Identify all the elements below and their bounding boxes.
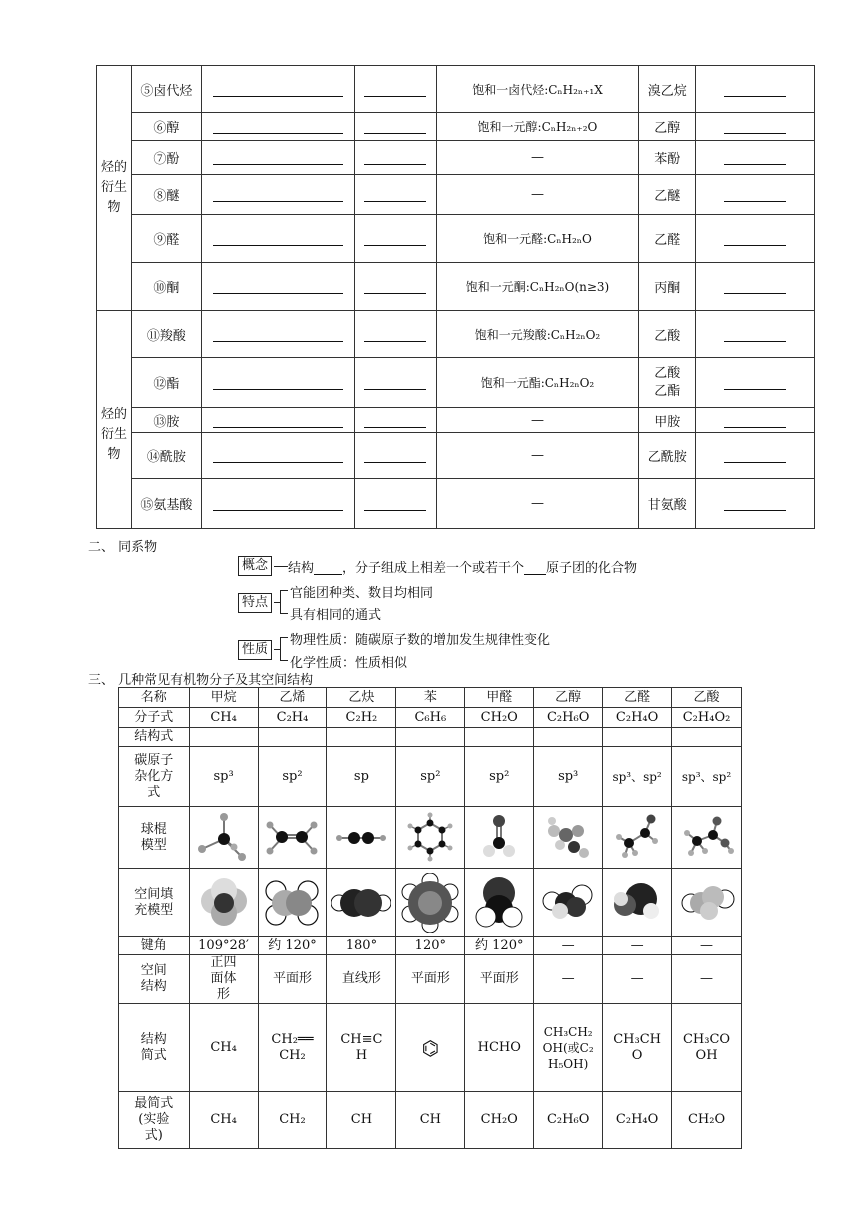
table-row [119, 688, 742, 708]
cell: CH [327, 1092, 396, 1149]
cell: sp³、sp² [672, 747, 742, 807]
cell: CH₂O [465, 708, 534, 728]
class-name: ⑬胺 [132, 408, 202, 433]
formaldehyde-ballstick-icon [465, 807, 534, 869]
cell: 平面形 [465, 955, 534, 1004]
group-label: 烃的衍生物 [97, 66, 132, 311]
ethanol-spacefill-icon [534, 869, 603, 937]
row-header: 结构简式 [119, 1004, 190, 1092]
table-row [119, 869, 742, 937]
table-row [119, 1004, 742, 1092]
cell: C₂H₄ [258, 708, 327, 728]
class-name: ⑪羧酸 [132, 311, 202, 358]
cell: 109°28′ [189, 937, 258, 955]
cell: CH₄ [189, 708, 258, 728]
cell: 120° [396, 937, 465, 955]
molecules-table [118, 687, 742, 1149]
cell: CH₂O [465, 1092, 534, 1149]
class-name: ⑤卤代烃 [132, 66, 202, 113]
cell: CH [396, 1092, 465, 1149]
cell: 甲醛 [465, 688, 534, 708]
cell: 乙醛 [603, 688, 672, 708]
answer-blank[interactable] [696, 358, 815, 408]
answer-blank[interactable] [201, 358, 354, 408]
table-row [119, 807, 742, 869]
cell: C₆H₆ [396, 708, 465, 728]
concept-label: 概念 [238, 556, 272, 576]
cell: 180° [327, 937, 396, 955]
table-row [119, 937, 742, 955]
cell: C₂H₆O [534, 1092, 603, 1149]
answer-blank[interactable] [354, 358, 436, 408]
example-compound: 溴乙烷 [639, 66, 696, 113]
answer-blank[interactable] [354, 141, 436, 175]
answer-blank[interactable] [201, 479, 354, 529]
answer-blank[interactable] [696, 433, 815, 479]
answer-blank[interactable] [201, 175, 354, 215]
acetylene-ballstick-icon [327, 807, 396, 869]
cell: C₂H₆O [534, 708, 603, 728]
general-formula: 饱和一元醇:CₙH₂ₙ₊₂O [436, 113, 639, 141]
answer-blank[interactable] [201, 215, 354, 263]
answer-blank[interactable] [696, 175, 815, 215]
cell: 乙酸 [672, 688, 742, 708]
example-compound: 甲胺 [639, 408, 696, 433]
answer-blank[interactable] [354, 175, 436, 215]
class-name: ⑭酰胺 [132, 433, 202, 479]
derivatives-table [96, 65, 815, 529]
example-compound: 乙醇 [639, 113, 696, 141]
general-formula: — [436, 175, 639, 215]
cell: C₂H₄O₂ [672, 708, 742, 728]
answer-blank[interactable] [354, 66, 436, 113]
example-compound: 丙酮 [639, 263, 696, 311]
cell: — [603, 937, 672, 955]
concept-text: 结构 ，分子组成上相差一个或若干个 原子团的化合物 [288, 561, 638, 576]
cell: CH₄ [189, 1004, 258, 1092]
cell: CH₂══CH₂ [258, 1004, 327, 1092]
acetic-acid-ballstick-icon [672, 807, 742, 869]
answer-blank[interactable] [696, 141, 815, 175]
general-formula: 饱和一卤代烃:CₙH₂ₙ₊₁X [436, 66, 639, 113]
acetic-acid-spacefill-icon [672, 869, 742, 937]
answer-blank[interactable] [201, 66, 354, 113]
answer-blank[interactable] [354, 215, 436, 263]
acetaldehyde-spacefill-icon [603, 869, 672, 937]
answer-blank[interactable] [201, 433, 354, 479]
table-row [119, 1092, 742, 1149]
example-compound: 乙酸 [639, 311, 696, 358]
cell: — [534, 955, 603, 1004]
ethylene-ballstick-icon [258, 807, 327, 869]
cell: 乙烯 [258, 688, 327, 708]
cell: 平面形 [258, 955, 327, 1004]
answer-blank[interactable] [354, 311, 436, 358]
class-name: ⑮氨基酸 [132, 479, 202, 529]
cell: — [603, 955, 672, 1004]
answer-blank[interactable] [354, 479, 436, 529]
answer-cell[interactable] [189, 728, 258, 747]
example-compound: 苯酚 [639, 141, 696, 175]
answer-blank[interactable] [201, 113, 354, 141]
bracket-line [280, 637, 281, 661]
cell: — [672, 955, 742, 1004]
cell: 约 120° [465, 937, 534, 955]
feature-2: 具有相同的通式 [290, 608, 382, 623]
section-heading-homologs: 二、 同系物 [88, 540, 158, 555]
feature-1: 官能团种类、数目均相同 [290, 586, 434, 601]
general-formula: 饱和一元羧酸:CₙH₂ₙO₂ [436, 311, 639, 358]
row-header: 键角 [119, 937, 190, 955]
row-header: 最简式(实验式) [119, 1092, 190, 1149]
cell: CH₃CHO [603, 1004, 672, 1092]
answer-cell[interactable] [465, 728, 534, 747]
answer-blank[interactable] [201, 311, 354, 358]
row-header: 结构式 [119, 728, 190, 747]
answer-blank[interactable] [696, 215, 815, 263]
property-label: 性质 [238, 640, 272, 660]
class-name: ⑥醇 [132, 113, 202, 141]
class-name: ⑧醚 [132, 175, 202, 215]
class-name: ⑦酚 [132, 141, 202, 175]
row-header: 空间填充模型 [119, 869, 190, 937]
group-label: 烃的衍生物 [97, 311, 132, 529]
answer-cell[interactable] [603, 728, 672, 747]
cell: CH₂O [672, 1092, 742, 1149]
cell: 直线形 [327, 955, 396, 1004]
example-compound: 乙酰胺 [639, 433, 696, 479]
cell: CH≡CH [327, 1004, 396, 1092]
cell: CH₃COOH [672, 1004, 742, 1092]
cell: sp [327, 747, 396, 807]
class-name: ⑩酮 [132, 263, 202, 311]
cell: CH₂ [258, 1092, 327, 1149]
methane-ballstick-icon [189, 807, 258, 869]
cell: C₂H₂ [327, 708, 396, 728]
answer-cell[interactable] [672, 728, 742, 747]
methane-spacefill-icon [189, 869, 258, 937]
answer-blank[interactable] [354, 408, 436, 433]
general-formula: 饱和一元酯:CₙH₂ₙO₂ [436, 358, 639, 408]
general-formula: 饱和一元醛:CₙH₂ₙO [436, 215, 639, 263]
answer-blank[interactable] [354, 113, 436, 141]
answer-blank[interactable] [696, 479, 815, 529]
benzene-ballstick-icon [396, 807, 465, 869]
cell: 约 120° [258, 937, 327, 955]
bracket-line [280, 613, 288, 614]
connector-line [274, 566, 288, 567]
cell: — [672, 937, 742, 955]
general-formula: — [436, 479, 639, 529]
row-header: 碳原子杂化方式 [119, 747, 190, 807]
answer-blank[interactable] [354, 263, 436, 311]
cell: 平面形 [396, 955, 465, 1004]
acetylene-spacefill-icon [327, 869, 396, 937]
bracket-line [280, 637, 288, 638]
cell: sp³、sp² [603, 747, 672, 807]
class-name: ⑨醛 [132, 215, 202, 263]
cell: 乙炔 [327, 688, 396, 708]
general-formula: — [436, 141, 639, 175]
example-compound: 甘氨酸 [639, 479, 696, 529]
answer-cell[interactable] [396, 728, 465, 747]
example-compound: 乙醚 [639, 175, 696, 215]
table-row [119, 728, 742, 747]
cell: CH₄ [189, 1092, 258, 1149]
cell: sp³ [189, 747, 258, 807]
cell: C₂H₄O [603, 1092, 672, 1149]
cell: C₂H₄O [603, 708, 672, 728]
cell: CH₃CH₂OH(或C₂H₅OH) [534, 1004, 603, 1092]
table-row [119, 708, 742, 728]
general-formula: 饱和一元酮:CₙH₂ₙO(n≥3) [436, 263, 639, 311]
example-compound: 乙酸乙酯 [639, 358, 696, 408]
bracket-line [280, 660, 288, 661]
bracket-line [280, 590, 288, 591]
answer-blank[interactable] [354, 433, 436, 479]
section-heading-structures: 三、 几种常见有机物分子及其空间结构 [88, 673, 314, 688]
answer-cell[interactable] [534, 728, 603, 747]
cell: 苯 [396, 688, 465, 708]
cell: 正四面体形 [189, 955, 258, 1004]
cell: sp² [396, 747, 465, 807]
answer-blank[interactable] [201, 263, 354, 311]
acetaldehyde-ballstick-icon [603, 807, 672, 869]
class-name: ⑫酯 [132, 358, 202, 408]
general-formula: — [436, 408, 639, 433]
cell: sp³ [534, 747, 603, 807]
ethanol-ballstick-icon [534, 807, 603, 869]
row-header: 名称 [119, 688, 190, 708]
bracket-line [280, 590, 281, 614]
answer-blank[interactable] [696, 311, 815, 358]
cell: 乙醇 [534, 688, 603, 708]
ethylene-spacefill-icon [258, 869, 327, 937]
answer-blank[interactable] [201, 141, 354, 175]
answer-blank[interactable] [201, 408, 354, 433]
row-header: 分子式 [119, 708, 190, 728]
general-formula: — [436, 433, 639, 479]
answer-cell[interactable] [327, 728, 396, 747]
row-header: 空间结构 [119, 955, 190, 1004]
cell: — [534, 937, 603, 955]
answer-cell[interactable] [258, 728, 327, 747]
answer-blank[interactable] [696, 263, 815, 311]
answer-blank[interactable] [696, 66, 815, 113]
row-header: 球棍模型 [119, 807, 190, 869]
property-2: 化学性质：性质相似 [290, 656, 408, 671]
example-compound: 乙醛 [639, 215, 696, 263]
feature-label: 特点 [238, 593, 272, 613]
cell: sp² [465, 747, 534, 807]
benzene-ring-icon: ⌬ [396, 1004, 465, 1092]
property-1: 物理性质：随碳原子数的增加发生规律性变化 [290, 633, 551, 648]
cell: HCHO [465, 1004, 534, 1092]
answer-blank[interactable] [696, 113, 815, 141]
formaldehyde-spacefill-icon [465, 869, 534, 937]
cell: sp² [258, 747, 327, 807]
table-row [119, 747, 742, 807]
table-row [119, 955, 742, 1004]
cell: 甲烷 [189, 688, 258, 708]
answer-blank[interactable] [696, 408, 815, 433]
benzene-spacefill-icon [396, 869, 465, 937]
